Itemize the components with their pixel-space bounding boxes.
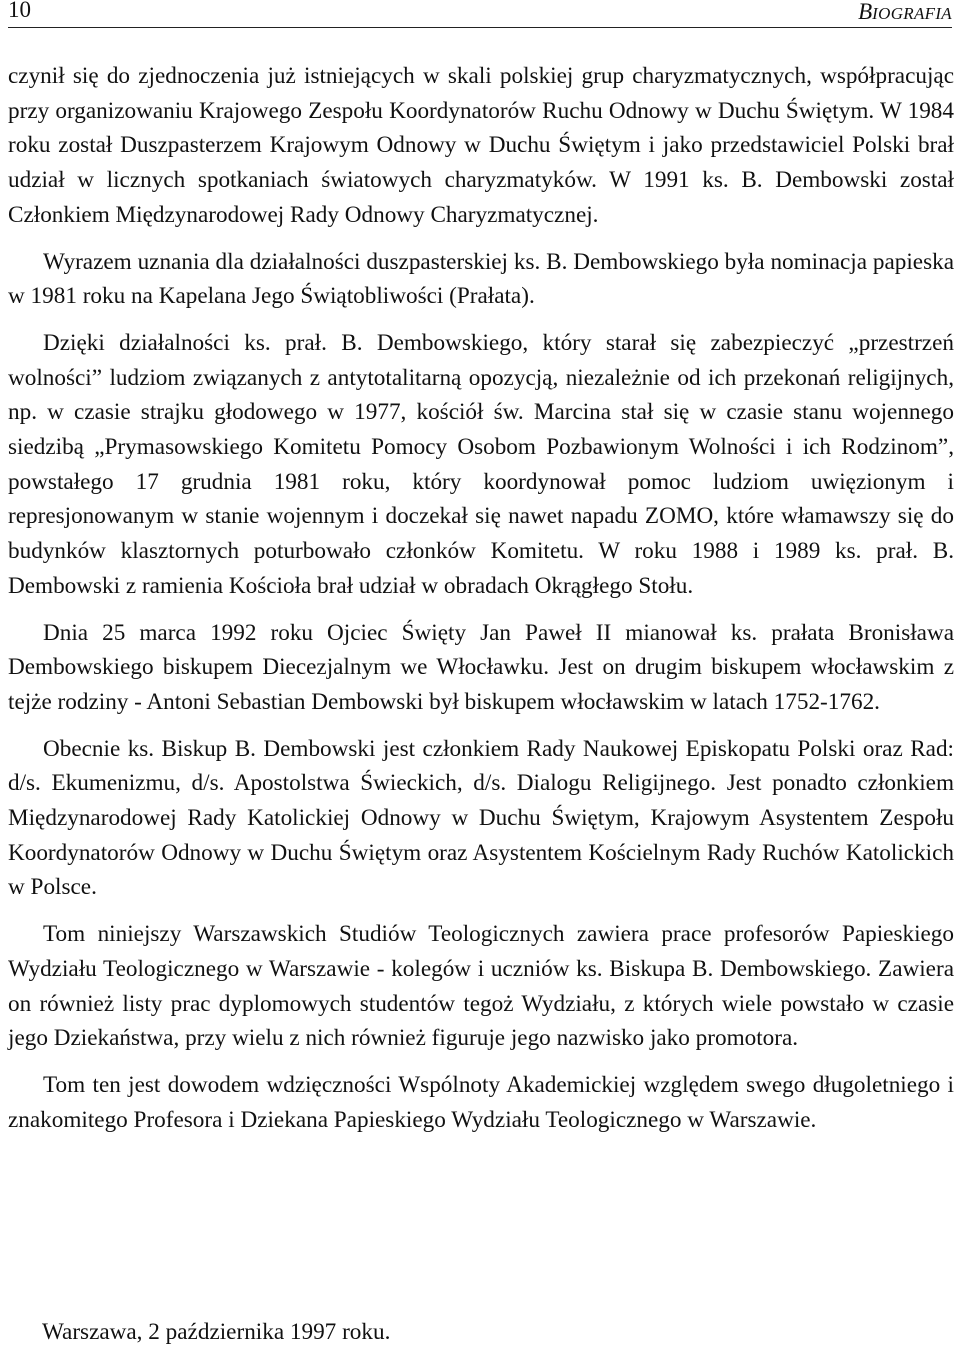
paragraph: Tom niniejszy Warszawskich Studiów Teologicznych zawiera prace profesorów Papieskiego Wydziału Teologicznego w Warszawie - kolegów i uczniów ks. Biskupa B. Dembowskiego. Zawiera on również listy prac dyplomowych studentów tegoż Wydziału, z których wiele powstało w czasie jego Dziekaństwa, przy wielu z nich również figuruje jego nazwisko jako promotora. <box>8 921 954 1052</box>
paragraph: Dzięki działalności ks. prał. B. Dembowskiego, który starał się zabezpieczyć „przestrzeń wolności” ludziom związanych z antytotalitarną opozycją, niezależnie od ich przekonań religijnych, np. w czasie strajku głodowego w 1977, kościół św. Marcina stał się w czasie stanu wojennego siedzibą „Prymasowskiego Komitetu Pomocy Osobom Pozbawionym Wolności i ich Rodzinom”, powstałego 17 grudnia 1981 roku, który koordynował pomoc ludziom uwięzionym i represjonowanym w stanie wojennym i doczekał się nawet napadu ZOMO, które włamawszy się do budynków klasztornych poturbowało członków Komitetu. W roku 1988 i 1989 ks. prał. B. Dembowski z ramienia Kościoła brał udział w obradach Okrągłego Stołu. <box>8 329 954 599</box>
running-head-rest: IOGRAFIA <box>872 4 952 23</box>
page-number: 10 <box>8 0 31 22</box>
body-text <box>8 59 954 1149</box>
page-header <box>8 0 952 28</box>
paragraph: Obecnie ks. Biskup B. Dembowski jest członkiem Rady Naukowej Episkopatu Polski oraz Rad: d/s. Ekumenizmu, d/s. Apostolstwa Świeckich, d/s. Dialogu Religijnego. Jest ponadto członkiem Międzynarodowej Rady Katolickiej Odnowy w Duchu Świętym, Krajowym Asystentem Zespołu Koordynatorów Odnowy w Duchu Świętym oraz Asystentem Kościelnym Rady Ruchów Katolickich w Polsce. <box>8 735 954 901</box>
running-head-initial: B <box>858 0 873 24</box>
running-head <box>858 0 952 27</box>
paragraph: Tom ten jest dowodem wdzięczności Wspólnoty Akademickiej względem swego długoletniego i znakomitego Profesora i Dziekana Papieskiego Wydziału Teologicznego w Warszawie. <box>8 1071 954 1133</box>
paragraph: Wyrazem uznania dla działalności duszpasterskiej ks. B. Dembowskiego była nominacja papieska w 1981 roku na Kapelana Jego Świątobliwości (Prałata). <box>8 248 954 310</box>
paragraph: Dnia 25 marca 1992 roku Ojciec Święty Jan Paweł II mianował ks. prałata Bronisława Dembowskiego biskupem Diecezjalnym we Włocławku. Jest on drugim biskupem włocławskim z tejże rodziny - Antoni Sebastian Dembowski był biskupem włocławskim w latach 1752-1762. <box>8 619 954 715</box>
signature-line: Warszawa, 2 października 1997 roku. <box>42 1319 391 1345</box>
paragraph-continued: czynił się do zjednoczenia już istniejących w skali polskiej grup charyzmatycznych, współpracując przy organizowaniu Krajowego Zespołu Koordynatorów Ruchu Odnowy w Duchu Świętym. W 1984 roku został Duszpasterzem Krajowym Odnowy w Duchu Świętym i jako przedstawiciel Polski brał udział w licznych spotkaniach światowych charyzmatyków. W 1991 ks. B. Dembowski został Członkiem Międzynarodowej Rady Odnowy Charyzmatycznej. <box>8 63 954 228</box>
